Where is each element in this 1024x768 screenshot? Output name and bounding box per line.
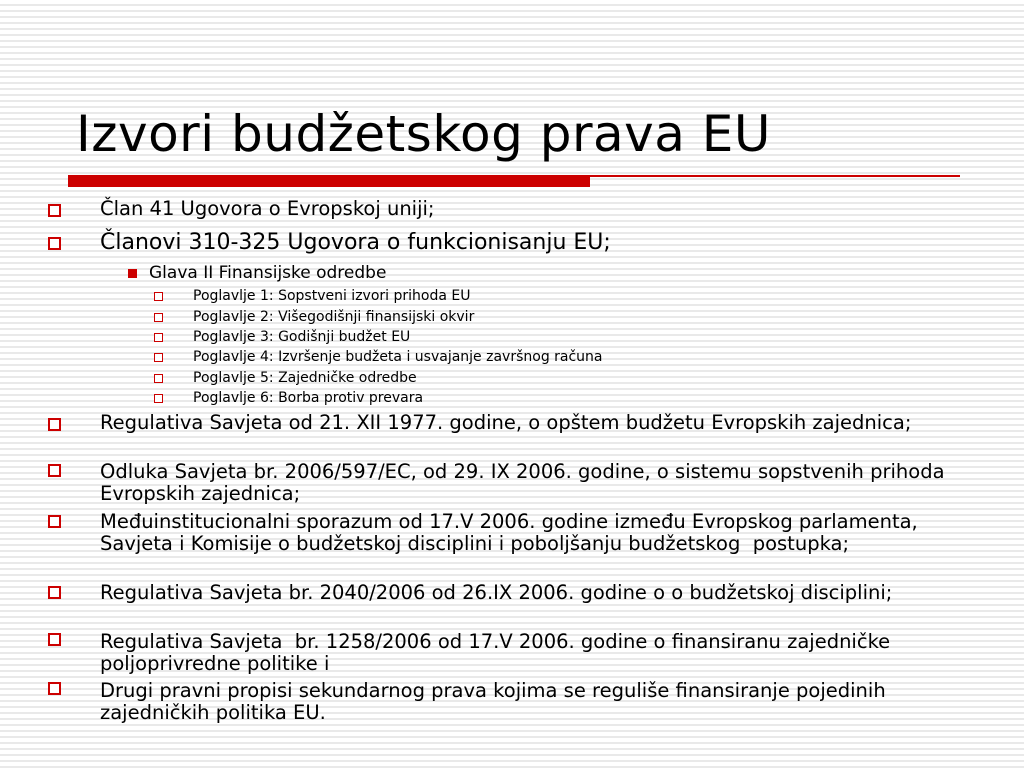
hollow-square-bullet-icon: [48, 515, 61, 528]
hollow-square-bullet-icon: [154, 292, 163, 301]
hollow-square-bullet-icon: [48, 204, 61, 217]
list-item: Odluka Savjeta br. 2006/597/EC, od 29. IX 2006. godine, o sistemu sopstvenih prihoda Evropskih zajednica;: [100, 460, 951, 505]
list-item: Glava II Finansijske odredbe: [149, 263, 387, 283]
hollow-square-bullet-icon: [154, 313, 163, 322]
list-item: Drugi pravni propisi sekundarnog prava kojima se reguliše finansiranje pojedinih zajedničkih politika EU.: [100, 679, 892, 724]
hollow-square-bullet-icon: [48, 418, 61, 431]
slide-title: Izvori budžetskog prava EU: [76, 105, 771, 163]
list-item: Poglavlje 3: Godišnji budžet EU: [193, 329, 411, 345]
title-underline-thick: [68, 175, 590, 187]
list-item: Poglavlje 5: Zajedničke odredbe: [193, 370, 417, 386]
hollow-square-bullet-icon: [154, 374, 163, 383]
hollow-square-bullet-icon: [48, 682, 61, 695]
list-item: Članovi 310-325 Ugovora o funkcionisanju EU;: [100, 230, 611, 255]
hollow-square-bullet-icon: [48, 633, 61, 646]
list-item: Regulativa Savjeta br. 1258/2006 od 17.V 2006. godine o finansiranu zajedničke poljoprivredne politike i: [100, 630, 897, 675]
list-item: Regulativa Savjeta od 21. XII 1977. godine, o opštem budžetu Evropskih zajednica;: [100, 411, 912, 434]
list-item: Međuinstitucionalni sporazum od 17.V 2006. godine između Evropskog parlamenta, Savjeta i Komisije o budžetskoj disciplini i poboljšanju budžetskog postupka;: [100, 510, 924, 555]
list-item: Poglavlje 6: Borba protiv prevara: [193, 390, 424, 406]
hollow-square-bullet-icon: [154, 353, 163, 362]
list-item: Poglavlje 2: Višegodišnji finansijski okvir: [193, 309, 475, 325]
hollow-square-bullet-icon: [48, 237, 61, 250]
hollow-square-bullet-icon: [48, 464, 61, 477]
list-item: Član 41 Ugovora o Evropskoj uniji;: [100, 197, 435, 220]
filled-square-bullet-icon: [128, 269, 137, 278]
list-item: Poglavlje 4: Izvršenje budžeta i usvajanje završnog računa: [193, 349, 603, 365]
list-item: Regulativa Savjeta br. 2040/2006 od 26.IX 2006. godine o o budžetskoj disciplini;: [100, 581, 893, 604]
list-item: Poglavlje 1: Sopstveni izvori prihoda EU: [193, 288, 471, 304]
hollow-square-bullet-icon: [154, 333, 163, 342]
hollow-square-bullet-icon: [48, 586, 61, 599]
hollow-square-bullet-icon: [154, 394, 163, 403]
